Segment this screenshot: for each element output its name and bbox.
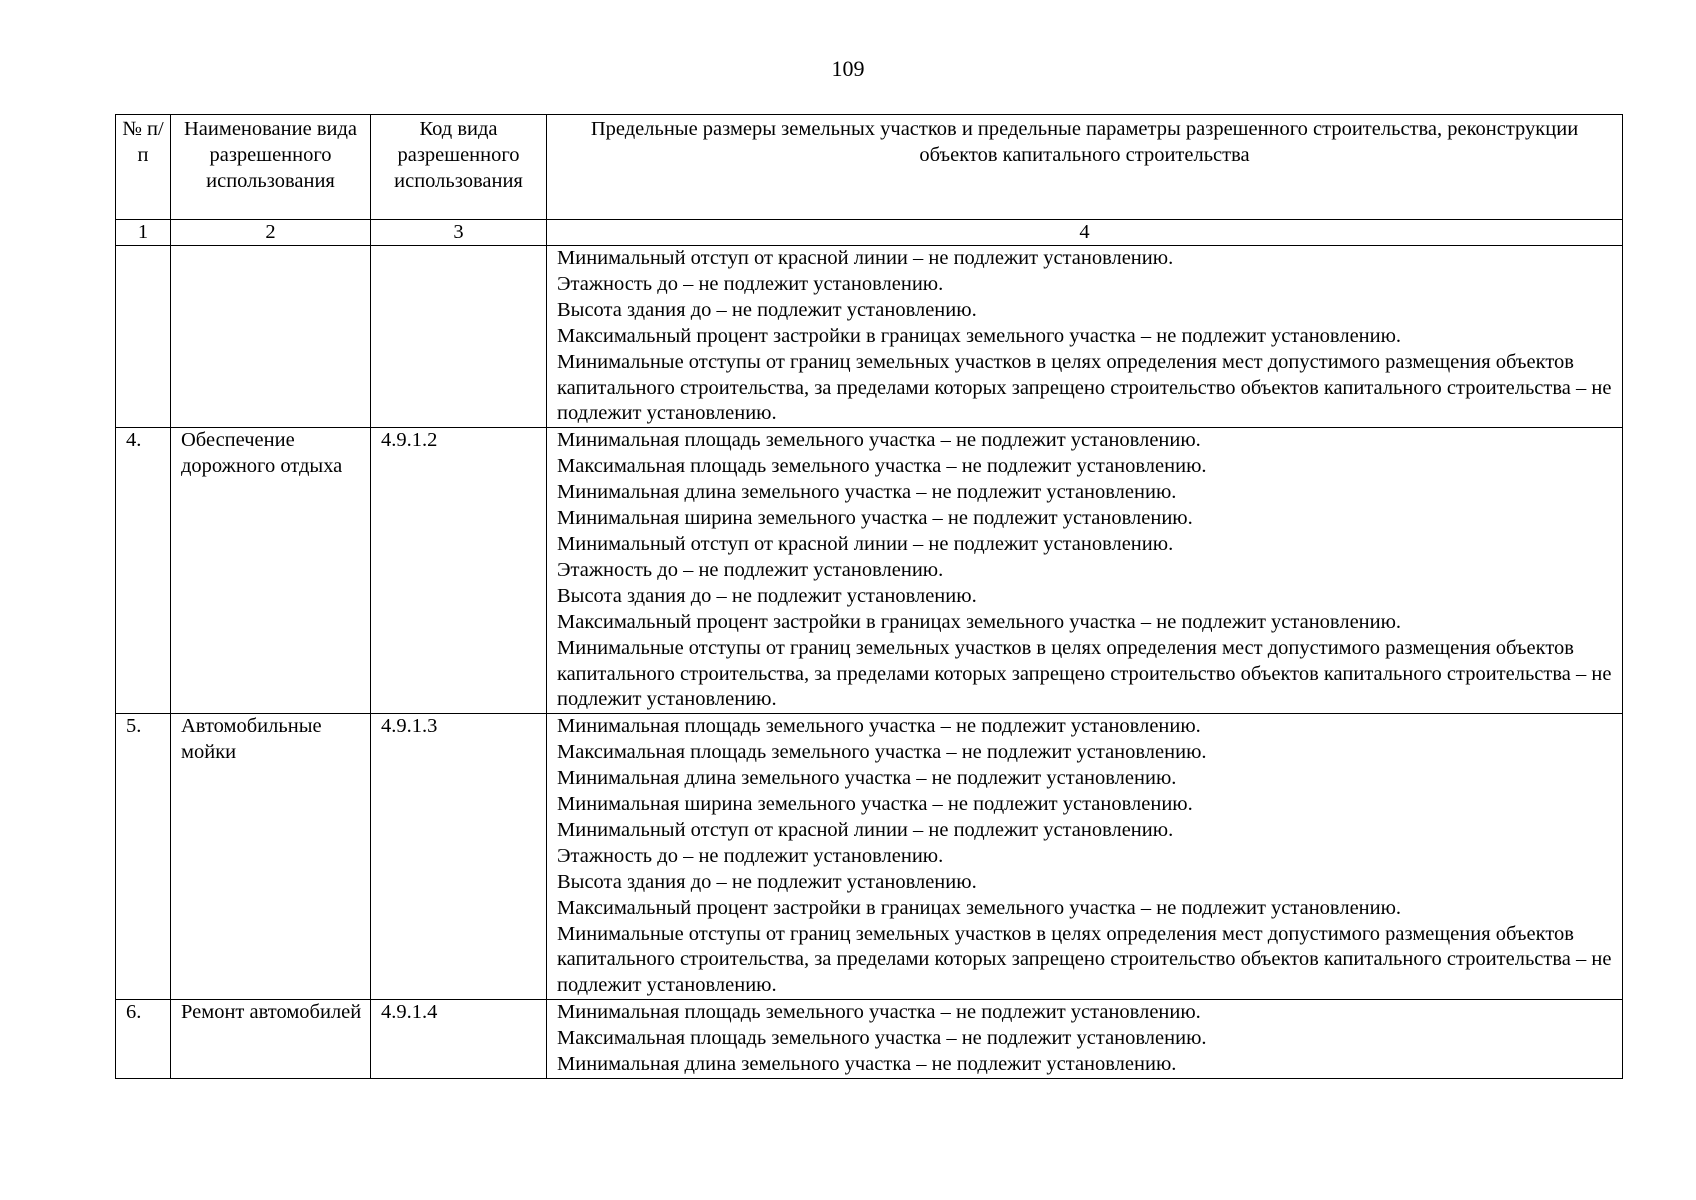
column-number: 4 xyxy=(547,220,1623,246)
parameters-cell xyxy=(547,428,1623,714)
parameters-cell xyxy=(547,246,1623,428)
parameter-line: Минимальная длина земельного участка – не подлежит установлению. xyxy=(557,767,1177,790)
parameter-line: Максимальная площадь земельного участка – не подлежит установлению. xyxy=(557,455,1207,478)
row-number: 6. xyxy=(116,1000,171,1079)
parameter-line: Минимальный отступ от красной линии – не подлежит установлению. xyxy=(557,247,1174,269)
parameter-line: Максимальный процент застройки в границах земельного участка – не подлежит установлению. xyxy=(557,324,1402,347)
parameter-line: Минимальная ширина земельного участка – не подлежит установлению. xyxy=(557,793,1193,816)
use-code: 4.9.1.2 xyxy=(371,428,547,714)
parameter-line: Этажность до – не подлежит установлению. xyxy=(557,558,944,581)
parameters-cell xyxy=(547,714,1623,1000)
parameter-line: Минимальная площадь земельного участка – не подлежит установлению. xyxy=(557,715,1201,738)
parameter-line: Высота здания до – не подлежит установлению. xyxy=(557,584,977,607)
column-number-row xyxy=(116,220,1623,246)
parameter-line: Этажность до – не подлежит установлению. xyxy=(557,844,944,867)
use-code: 4.9.1.3 xyxy=(371,714,547,1000)
use-name: Обеспечение дорожного отдыха xyxy=(171,428,371,714)
table-row xyxy=(116,428,1623,714)
table-row xyxy=(116,1000,1623,1079)
header-parameters: Предельные размеры земельных участков и предельные параметры разрешенного строительства, реконструкции объектов капитального строительства xyxy=(547,115,1623,220)
parameter-line: Максимальный процент застройки в границах земельного участка – не подлежит установлению. xyxy=(557,896,1402,919)
parameter-line: Минимальная площадь земельного участка – не подлежит установлению. xyxy=(557,429,1201,452)
parameter-line: Минимальный отступ от красной линии – не подлежит установлению. xyxy=(557,818,1174,841)
parameter-line: Минимальная ширина земельного участка – не подлежит установлению. xyxy=(557,507,1193,530)
column-number: 1 xyxy=(116,220,171,246)
parameter-line: Минимальные отступы от границ земельных участков в целях определения мест допустимого размещения объектов капитального строительства, за пределами которых запрещено строительство объектов капитального строительства – не подлежит установлению. xyxy=(557,350,1612,425)
parameter-line: Максимальная площадь земельного участка – не подлежит установлению. xyxy=(557,741,1207,764)
use-code xyxy=(371,246,547,428)
table-header-row xyxy=(116,115,1623,220)
parameter-line: Минимальный отступ от красной линии – не подлежит установлению. xyxy=(557,532,1174,555)
table-row xyxy=(116,714,1623,1000)
use-name: Автомобильные мойки xyxy=(171,714,371,1000)
use-code: 4.9.1.4 xyxy=(371,1000,547,1079)
parameter-line: Максимальная площадь земельного участка – не подлежит установлению. xyxy=(557,1027,1207,1050)
column-number: 2 xyxy=(171,220,371,246)
parameter-line: Минимальные отступы от границ земельных участков в целях определения мест допустимого размещения объектов капитального строительства, за пределами которых запрещено строительство объектов капитального строительства – не подлежит установлению. xyxy=(557,922,1612,997)
header-use-code: Код вида разрешенного использования xyxy=(371,115,547,220)
parameter-line: Максимальный процент застройки в границах земельного участка – не подлежит установлению. xyxy=(557,610,1402,633)
header-number: № п/п xyxy=(116,115,171,220)
parameter-line: Минимальная длина земельного участка – не подлежит установлению. xyxy=(557,481,1177,504)
column-number: 3 xyxy=(371,220,547,246)
parameter-line: Этажность до – не подлежит установлению. xyxy=(557,272,944,295)
parameter-line: Минимальная длина земельного участка – не подлежит установлению. xyxy=(557,1053,1177,1076)
table-row xyxy=(116,246,1623,428)
use-name: Ремонт автомобилей xyxy=(171,1000,371,1079)
parameter-line: Высота здания до – не подлежит установлению. xyxy=(557,870,977,893)
parameter-line: Минимальная площадь земельного участка – не подлежит установлению. xyxy=(557,1001,1201,1024)
header-use-name: Наименование вида разрешенного использования xyxy=(171,115,371,220)
page-number: 109 xyxy=(831,56,865,81)
row-number xyxy=(116,246,171,428)
parameters-cell xyxy=(547,1000,1623,1079)
use-name xyxy=(171,246,371,428)
row-number: 4. xyxy=(116,428,171,714)
parameter-line: Высота здания до – не подлежит установлению. xyxy=(557,298,977,321)
row-number: 5. xyxy=(116,714,171,1000)
parameter-line: Минимальные отступы от границ земельных участков в целях определения мест допустимого размещения объектов капитального строительства, за пределами которых запрещено строительство объектов капитального строительства – не подлежит установлению. xyxy=(557,636,1612,711)
regulations-table xyxy=(115,114,1623,1079)
